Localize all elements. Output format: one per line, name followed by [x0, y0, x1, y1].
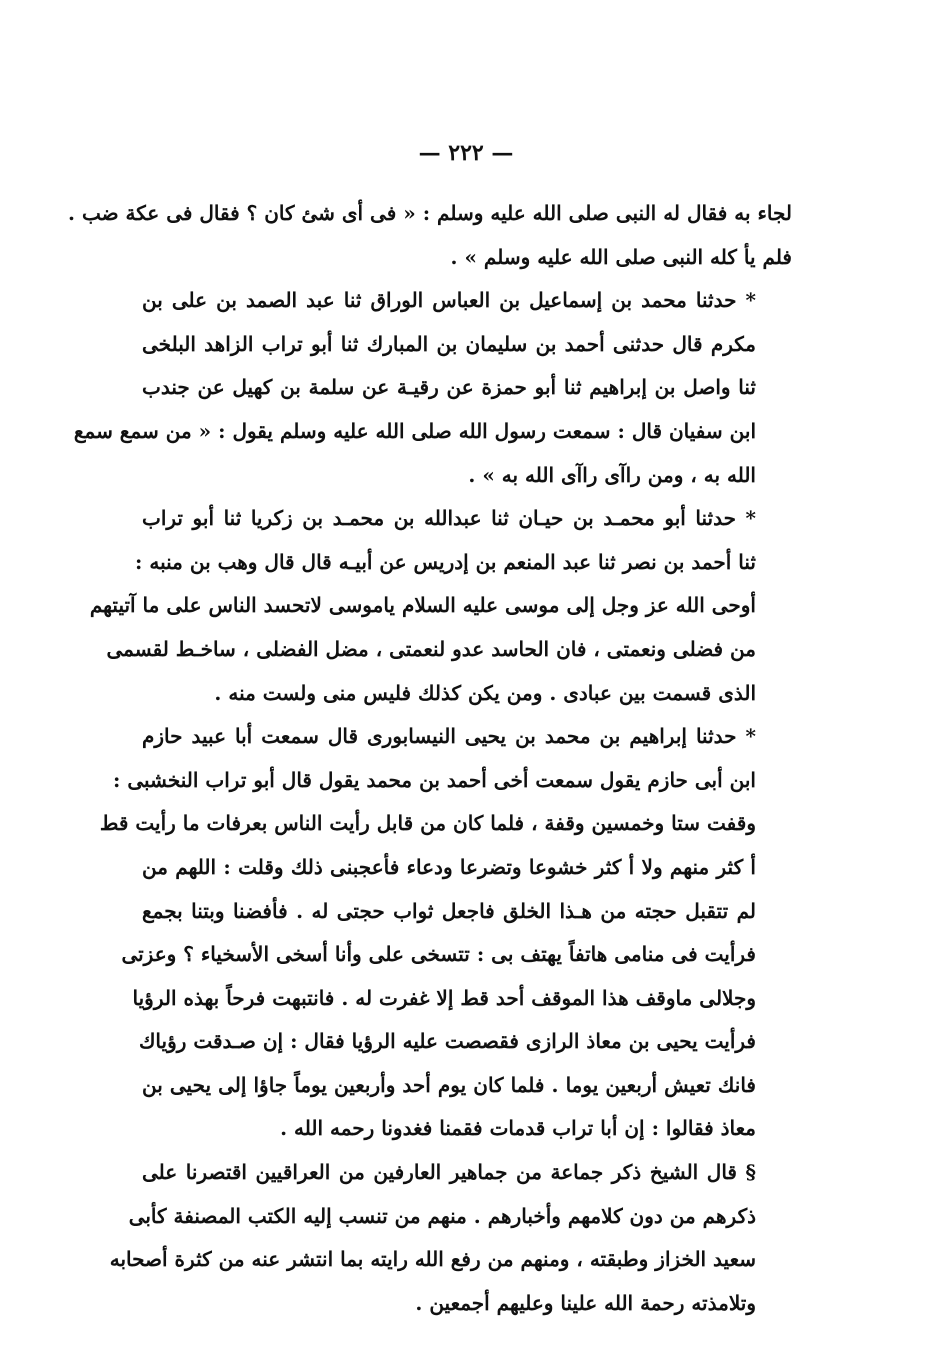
body-text	[68, 192, 792, 1325]
text-line: وتلامذته رحمة الله علينا وعليهم أجمعين .	[415, 1290, 756, 1315]
text-line: * حدثنا محمد بن إسماعيل بن العباس الوراق ثنا عبد الصمد بن على بن	[142, 288, 756, 313]
text-line: ثنا واصل بن إبراهيم ثنا أبو حمزة عن رقيـة عن سلمة بن كهيل عن جندب	[142, 375, 756, 400]
text-line: فرأيت يحيى بن معاذ الرازى فقصصت عليه الرؤيا فقال : إن صـدقت رؤياك	[138, 1029, 756, 1054]
page-number: — ٢٢٢ —	[418, 140, 514, 166]
text-line: ثنا أحمد بن نصر ثنا عبد المنعم بن إدريس عن أبيـه قال قال وهب بن منبه :	[135, 549, 756, 574]
text-line: ذكرهم من دون كلامهم وأخبارهم . منهم من تنسب إليه الكتب المصنفة كأبى	[128, 1203, 756, 1228]
text-line: سعيد الخزاز وطبقته ، ومنهم من رفع الله رايته بما انتشر عنه من كثرة أصحابه	[109, 1247, 756, 1272]
text-line: الذى قسمت بين عبادى . ومن يكن كذلك فليس منى ولست منه .	[214, 680, 756, 705]
text-line: مكرم قال حدثنى أحمد بن سليمان بن المبارك ثنا أبو تراب الزاهد البلخى	[142, 331, 756, 356]
text-line: ابن أبى حازم يقول سمعت أخى أحمد بن محمد يقول قال أبو تراب النخشبى :	[112, 767, 756, 792]
text-line: الله به ، ومن راآى راآى الله به » .	[468, 462, 756, 487]
paragraph-2	[73, 279, 792, 497]
text-line: لجاء به فقال له النبى صلى الله عليه وسلم : « فى أى شئ كان ؟ فقال فى عكة ضب .	[68, 201, 792, 225]
paragraph-5	[109, 1151, 792, 1325]
text-line: ابن سفيان قال : سمعت رسول الله صلى الله عليه وسلم يقول : « من سمع سمع	[73, 418, 756, 443]
text-line: معاذ فقالوا : إن أبا تراب قدمات فقمنا فغدونا رحمه الله .	[280, 1116, 756, 1141]
text-line: وقفت ستا وخمسين وقفة ، فلما كان من قابل رأيت الناس بعرفات ما رأيت قط	[99, 811, 756, 836]
text-line: فرأيت فى منامى هاتفاً يهتف بى : تتسخى على وأنا أسخى الأسخياء ؟ وعزتى	[121, 942, 756, 967]
paragraph-1	[68, 192, 792, 279]
text-line: § قال الشيخ ذكر جماعة من جماهير العارفين من العراقيين اقتصرنا على	[142, 1160, 756, 1185]
text-line: فانك تعيش أربعين يوما . فلما كان يوم أحد وأربعين يوماً جاؤا إلى يحيى بن	[142, 1072, 756, 1097]
text-line: فلم يأ كله النبى صلى الله عليه وسلم » .	[450, 244, 792, 269]
text-line: أ كثر منهم ولا أ كثر خشوعا وتضرعا ودعاء فأعجبنى ذلك وقلت : اللهم من	[142, 854, 756, 879]
paragraph-3	[89, 497, 792, 715]
paragraph-4	[99, 715, 792, 1151]
text-line: وجلالى ماوقف هذا الموقف أحد قط إلا غفرت له . فانتبهت فرحاً بهذه الرؤيا	[132, 985, 756, 1010]
text-line: لم تتقبل حجته من هـذا الخلق فاجعل ثواب حجتى له . فأفضنا وبتنا بجمع	[142, 898, 756, 923]
text-line: أوحى الله عز وجل إلى موسى عليه السلام ياموسى لاتحسد الناس على ما آتيتهم	[89, 593, 756, 618]
text-line: من فضلى ونعمتى ، فان الحاسد عدو لنعمتى ، مضل الفضلى ، ساخـط لقسمى	[106, 636, 756, 661]
text-line: * حدثنا أبو محمـد بن حيـان ثنا عبدالله بن محمـد بن زكريا ثنا أبو تراب	[142, 506, 756, 531]
text-line: * حدثنا إبراهيم بن محمد بن يحيى النيسابورى قال سمعت أبا عبيد حازم	[142, 724, 756, 749]
